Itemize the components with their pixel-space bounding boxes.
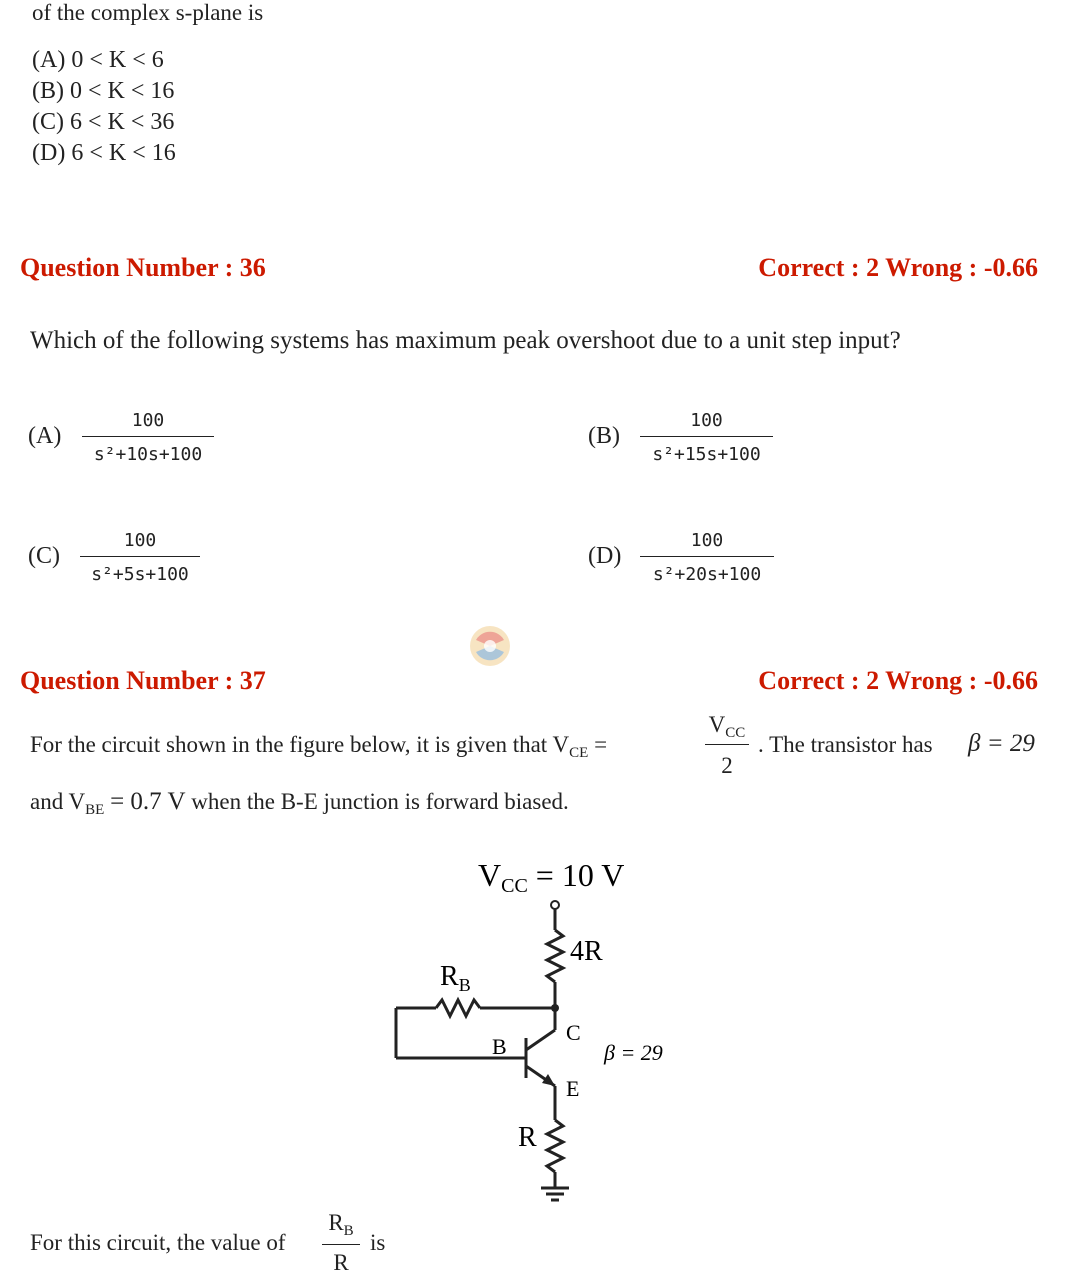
q36-option-d-fraction-bar (640, 556, 774, 557)
prev-option-a (32, 45, 164, 76)
prev-option-c-letter: (C) (32, 109, 64, 135)
rc-resistor (547, 930, 563, 982)
q36-option-a-denominator: s²+10s+100 (93, 444, 203, 465)
prev-question-stem: of the complex s-plane is (32, 0, 264, 25)
prev-option-b-text: 0 < K < 16 (70, 78, 175, 104)
q36-option-b-letter: (B) (588, 423, 620, 449)
q36-option-b-denominator: s²+15s+100 (652, 444, 761, 465)
q37-line1-rest: . The transistor has (758, 732, 933, 757)
q37-line2-and: and V (30, 789, 86, 814)
rc-label: 4R (570, 936, 603, 967)
q37-line2 (30, 788, 569, 816)
q37-final-frac-numerator (322, 1210, 360, 1239)
q37-number: Question Number : 37 (20, 666, 266, 695)
transistor-circuit-diagram (380, 850, 700, 1210)
re-resistor (547, 1120, 563, 1172)
re-label: R (518, 1122, 537, 1153)
q36-option-d-numerator: 100 (690, 530, 724, 551)
q36-question-text: Which of the following systems has maximum peak overshoot due to a unit step input? (30, 327, 901, 354)
q37-final-frac-bar (322, 1244, 360, 1245)
q37-final-is: is (370, 1230, 386, 1255)
q36-option-a-numerator: 100 (131, 410, 165, 431)
q36-option-a-fraction-bar (82, 436, 214, 437)
prev-option-a-letter: (A) (32, 47, 66, 73)
prev-option-a-text: 0 < K < 6 (71, 47, 164, 73)
prev-option-d-letter: (D) (32, 140, 66, 166)
q37-final-rb: R (328, 1210, 344, 1235)
q37-final-text: For this circuit, the value of (30, 1230, 286, 1255)
rb-label: $R_B$ (440, 961, 471, 995)
q37-marks: Correct : 2 Wrong : -0.66 (758, 666, 1038, 695)
q37-frac-bar (705, 744, 749, 745)
watermark-logo (466, 622, 514, 670)
q36-option-d-letter: (D) (588, 543, 622, 569)
q36-option-a-letter: (A) (28, 423, 62, 449)
q36-option-b-numerator: 100 (690, 410, 723, 431)
q37-vbe-value: = 0.7 V (110, 788, 186, 815)
q37-line1-text: For the circuit shown in the figure below, it is given that V (30, 732, 570, 757)
collector-label: C (566, 1020, 581, 1045)
q37-vbe-sub: BE (85, 802, 105, 818)
q37-frac-numerator (704, 712, 750, 741)
q37-beta-expr: β = 29 (968, 730, 1035, 757)
q36-option-d-denominator: s²+20s+100 (652, 564, 762, 585)
emitter-label: E (566, 1076, 580, 1101)
beta-label: β = 29 (604, 1040, 663, 1065)
q36-option-b-fraction-bar (640, 436, 773, 437)
q36-option-c-fraction-bar (80, 556, 200, 557)
vcc-terminal (551, 901, 559, 909)
q37-line1 (30, 732, 608, 761)
q36-option-c-numerator: 100 (123, 530, 157, 551)
prev-option-d (32, 138, 176, 169)
prev-option-b-letter: (B) (32, 78, 64, 104)
prev-option-c (32, 107, 174, 138)
prev-option-d-text: 6 < K < 16 (71, 140, 176, 166)
vcc-label: VCC = 10 V (478, 857, 625, 897)
q37-frac-v: V (708, 712, 726, 737)
q37-vce-sub: CE (569, 745, 589, 761)
q37-final-frac-denominator: R (333, 1250, 349, 1275)
q37-final-rb-sub: B (343, 1223, 354, 1239)
q36-option-c-letter: (C) (28, 543, 60, 569)
q37-line2-rest: when the B-E junction is forward biased. (191, 789, 569, 814)
prev-option-b (32, 76, 174, 107)
q37-frac-cc: CC (725, 725, 746, 741)
transistor-collector-lead (526, 1030, 555, 1050)
q37-line1-equals: = (594, 732, 608, 757)
q36-marks: Correct : 2 Wrong : -0.66 (758, 253, 1038, 282)
q37-frac-denominator: 2 (721, 753, 733, 778)
q36-number: Question Number : 36 (20, 253, 266, 282)
prev-option-c-text: 6 < K < 36 (70, 109, 175, 135)
base-label: B (492, 1034, 507, 1059)
rb-resistor (436, 1000, 480, 1016)
q36-option-c-denominator: s²+5s+100 (91, 564, 189, 585)
